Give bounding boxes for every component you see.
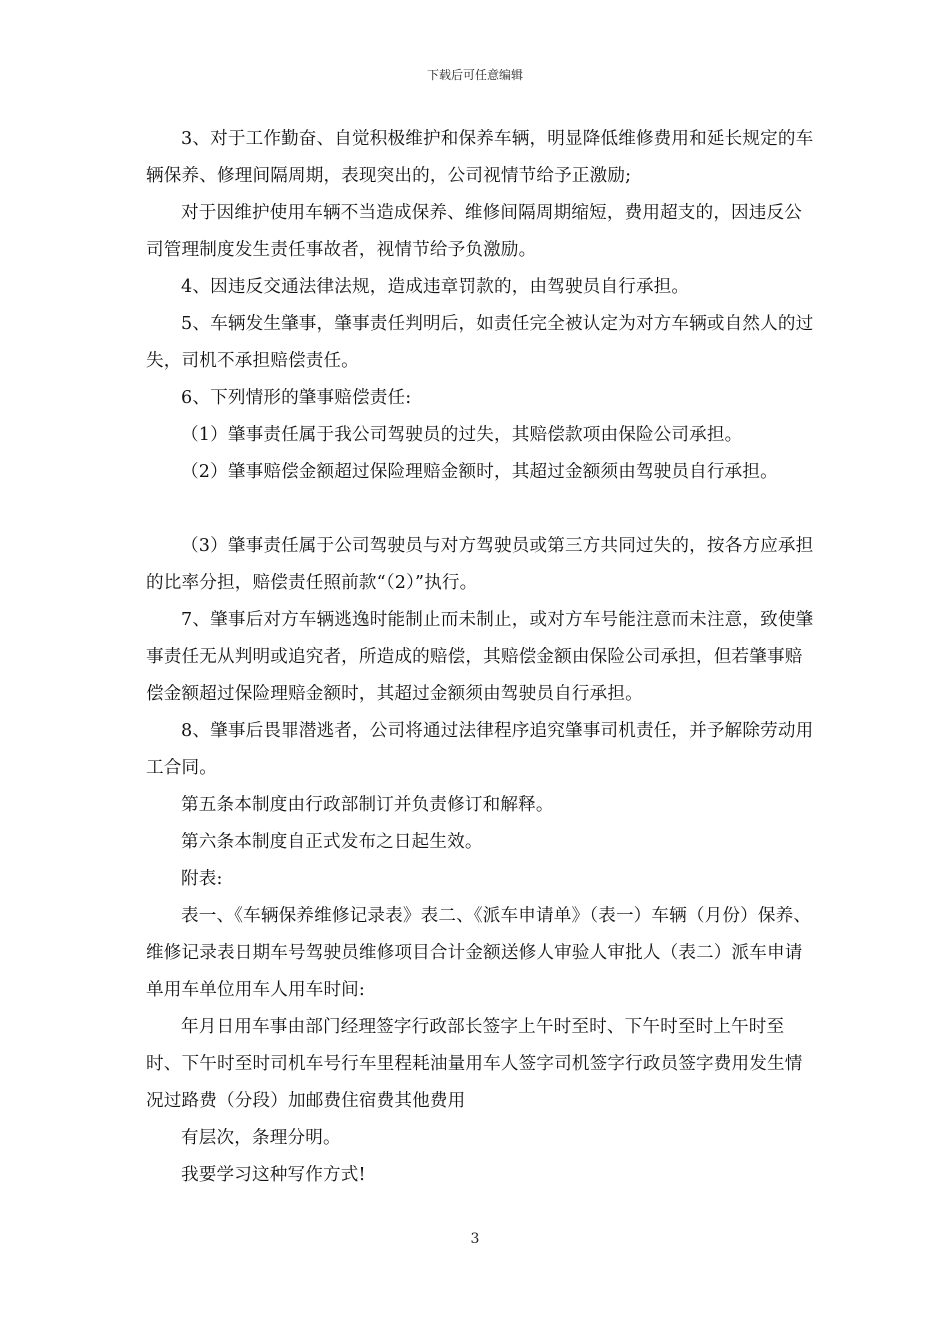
paragraph-sub-3: （3）肇事责任属于公司驾驶员与对方驾驶员或第三方共同过失的，按各方应承担的比率分担，赔偿责任照前款“（2）”执行。 (146, 536, 814, 593)
paragraph-dispatch-fields: 年月日用车事由部门经理签字行政部长签字上午时至时、下午时至时上午时至时、下午时至时司机车号行车里程耗油量用车人签字司机签字行政员签字费用发生情况过路费（分段）加邮费住宿费其他费用 (146, 1017, 803, 1111)
document-body (146, 121, 816, 1194)
paragraph-comment: 有层次，条理分明。 (181, 1128, 341, 1148)
paragraph-item-3: 3、对于工作勤奋、自觉积极维护和保养车辆，明显降低维修费用和延长规定的车辆保养、修理间隔周期，表现突出的，公司视情节给予正激励; (146, 129, 814, 186)
paragraph-closing: 我要学习这种写作方式! (181, 1165, 366, 1185)
paragraph-sub-1: （1）肇事责任属于我公司驾驶员的过失，其赔偿款项由保险公司承担。 (181, 425, 743, 445)
paragraph-item-7: 7、肇事后对方车辆逃逸时能制止而未制止，或对方车号能注意而未注意，致使肇事责任无从判明或追究者，所造成的赔偿，其赔偿金额由保险公司承担，但若肇事赔偿金额超过保险理赔金额时，其超过金额须由驾驶员自行承担。 (146, 610, 814, 704)
page-number: 3 (470, 1231, 480, 1247)
paragraph-sub-2: （2）肇事赔偿金额超过保险理赔金额时，其超过金额须由驾驶员自行承担。 (181, 462, 778, 482)
paragraph-negative-incentive: 对于因维护使用车辆不当造成保养、维修间隔周期缩短，费用超支的，因违反公司管理制度发生责任事故者，视情节给予负激励。 (146, 203, 803, 260)
paragraph-article-6: 第六条本制度自正式发布之日起生效。 (181, 832, 483, 852)
paragraph-item-8: 8、肇事后畏罪潜逃者，公司将通过法律程序追究肇事司机责任，并予解除劳动用工合同。 (146, 721, 814, 778)
paragraph-item-5: 5、车辆发生肇事，肇事责任判明后，如责任完全被认定为对方车辆或自然人的过失，司机不承担赔偿责任。 (146, 314, 814, 371)
paragraph-item-4: 4、因违反交通法律法规，造成违章罚款的，由驾驶员自行承担。 (181, 277, 690, 297)
page-header: 下载后可任意编辑 (426, 68, 523, 82)
paragraph-appendix-label: 附表: (181, 869, 223, 889)
paragraph-article-5: 第五条本制度由行政部制订并负责修订和解释。 (181, 795, 554, 815)
paragraph-item-6: 6、下列情形的肇事赔偿责任: (181, 388, 412, 408)
paragraph-appendix-tables: 表一、《车辆保养维修记录表》表二、《派车申请单》（表一）车辆（月份）保养、维修记录表日期车号驾驶员维修项目合计金额送修人审验人审批人（表二）派车申请单用车单位用车人用车时间: (146, 906, 812, 1000)
